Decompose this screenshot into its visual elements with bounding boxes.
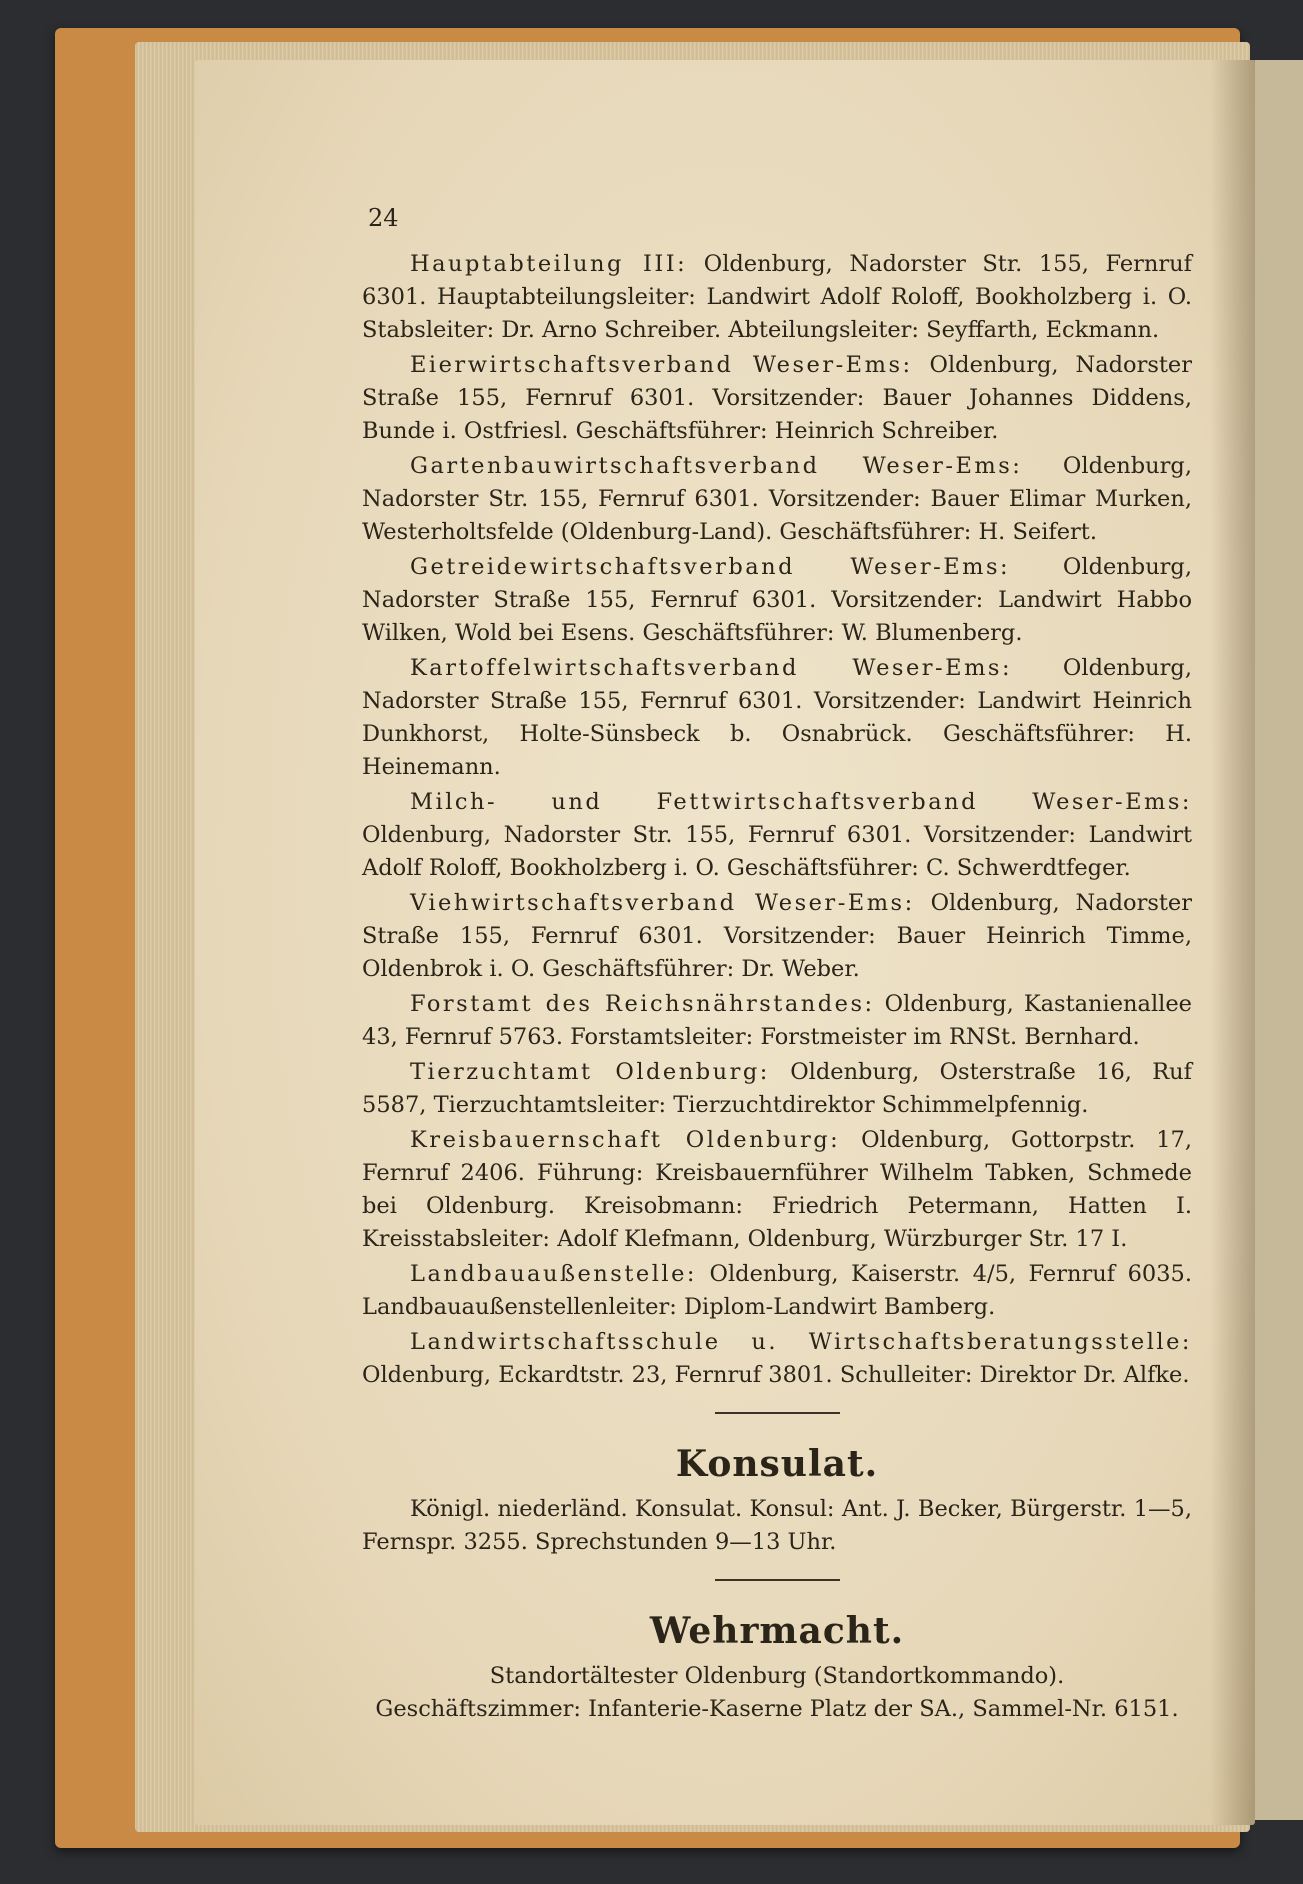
wehrmacht-heading: Wehrmacht. (649, 1610, 905, 1652)
entry-eierwirtschaftsverband (362, 349, 1192, 448)
page-fold-shadow (1210, 60, 1255, 1825)
entry-heading: Getreidewirtschaftsverband Weser-Ems: (410, 554, 1011, 580)
section-divider (715, 1412, 840, 1414)
entry-landbauaussenstelle (362, 1258, 1192, 1324)
entry-text: Oldenburg, Nadorster Straße 155, Fernruf 6301. Vorsitzender: Bauer Johannes Diddens, Bunde i. Ostfriesl. Geschäftsführer: Heinrich Schreiber. (362, 352, 1192, 444)
entry-getreidewirtschaftsverband (362, 551, 1192, 650)
entry-text: Oldenburg, Kaiserstr. 4/5, Fernruf 6035. Landbauaußenstellenleiter: Diplom-Landwirt Bamberg. (362, 1261, 1192, 1320)
entry-text: Oldenburg, Nadorster Straße 155, Fernruf 6301. Vorsitzender: Landwirt Heinrich Dunkhorst, Holte-Sünsbeck b. Osnabrück. Geschäftsführer: H. Heinemann. (362, 655, 1192, 780)
wehrmacht-line-2: Geschäftszimmer: Infanterie-Kaserne Platz der SA., Sammel-Nr. 6151. (375, 1696, 1179, 1722)
entry-text: Oldenburg, Kastanienallee 43, Fernruf 5763. Forstamtsleiter: Forstmeister im RNSt. Bernhard. (362, 991, 1192, 1050)
konsulat-text: Königl. niederländ. Konsulat. Konsul: Ant. J. Becker, Bürgerstr. 1—5, Fernspr. 3255. Sprechstunden 9—13 Uhr. (362, 1496, 1192, 1555)
entry-forstamt (362, 988, 1192, 1054)
entry-heading: Forstamt des Reichsnährstandes: (410, 991, 875, 1017)
entry-heading: Kreisbauernschaft Oldenburg: (410, 1127, 841, 1153)
wehrmacht-line-1: Standortältester Oldenburg (Standortkommando). (489, 1663, 1065, 1689)
entry-text: Oldenburg, Gottorpstr. 17, Fernruf 2406. Führung: Kreisbauernführer Wilhelm Tabken, Schmede bei Oldenburg. Kreisobmann: Friedrich Petermann, Hatten I. Kreisstabsleiter: Adolf Klefmann, Oldenburg, Würzburger Str. 17 I. (362, 1127, 1192, 1252)
entry-heading: Milch- und Fettwirtschaftsverband Weser-Ems: (410, 789, 1192, 815)
entry-heading: Hauptabteilung III: (410, 251, 688, 277)
entry-text: Oldenburg, Nadorster Straße 155, Fernruf 6301. Vorsitzender: Landwirt Habbo Wilken, Wold bei Esens. Geschäftsführer: W. Blumenberg. (362, 554, 1192, 646)
entry-heading: Eierwirtschaftsverband Weser-Ems: (410, 352, 913, 378)
entry-landwirtschaftsschule (362, 1326, 1192, 1392)
entry-text: Oldenburg, Nadorster Straße 155, Fernruf 6301. Vorsitzender: Bauer Heinrich Timme, Oldenbrok i. O. Geschäftsführer: Dr. Weber. (362, 890, 1193, 982)
entry-heading: Kartoffelwirtschaftsverband Weser-Ems: (410, 655, 1013, 681)
entry-text: Oldenburg, Nadorster Str. 155, Fernruf 6301. Hauptabteilungsleiter: Landwirt Adolf Roloff, Bookholzberg i. O. Stabsleiter: Dr. Arno Schreiber. Abteilungsleiter: Seyffarth, Eckmann. (362, 251, 1192, 343)
entry-heading: Gartenbauwirtschaftsverband Weser-Ems: (410, 453, 1023, 479)
entry-kartoffelwirtschaftsverband (362, 652, 1192, 784)
entry-text: Oldenburg, Eckardtstr. 23, Fernruf 3801. Schulleiter: Direktor Dr. Alfke. (362, 1362, 1190, 1388)
entry-kreisbauernschaft (362, 1124, 1192, 1256)
section-divider (715, 1579, 840, 1581)
entry-heading: Landbauaußenstelle: (410, 1261, 697, 1287)
entry-text: Oldenburg, Nadorster Str. 155, Fernruf 6301. Vorsitzender: Bauer Elimar Murken, Westerholtsfelde (Oldenburg-Land). Geschäftsführer: H. Seifert. (362, 453, 1192, 545)
page-number: 24 (368, 204, 399, 232)
page-content (362, 200, 1192, 1726)
entry-text: Oldenburg, Osterstraße 16, Ruf 5587, Tierzuchtamtsleiter: Tierzuchtdirektor Schimmelpfennig. (362, 1059, 1193, 1118)
entry-tierzuchtamt (362, 1056, 1192, 1122)
entry-heading: Landwirtschaftsschule u. Wirtschaftsberatungsstelle: (410, 1329, 1192, 1355)
entry-heading: Tierzuchtamt Oldenburg: (410, 1059, 770, 1085)
konsulat-heading: Konsulat. (675, 1443, 879, 1485)
entry-gartenbauwirtschaftsverband (362, 450, 1192, 549)
entry-heading: Viehwirtschaftsverband Weser-Ems: (410, 890, 915, 916)
entry-hauptabteilung (362, 248, 1192, 347)
entry-text: Oldenburg, Nadorster Str. 155, Fernruf 6301. Vorsitzender: Landwirt Adolf Roloff, Bookholzberg i. O. Geschäftsführer: C. Schwerdtfeger. (362, 822, 1192, 881)
entry-viehwirtschaftsverband (362, 887, 1192, 986)
entry-milchwirtschaftsverband (362, 786, 1192, 885)
